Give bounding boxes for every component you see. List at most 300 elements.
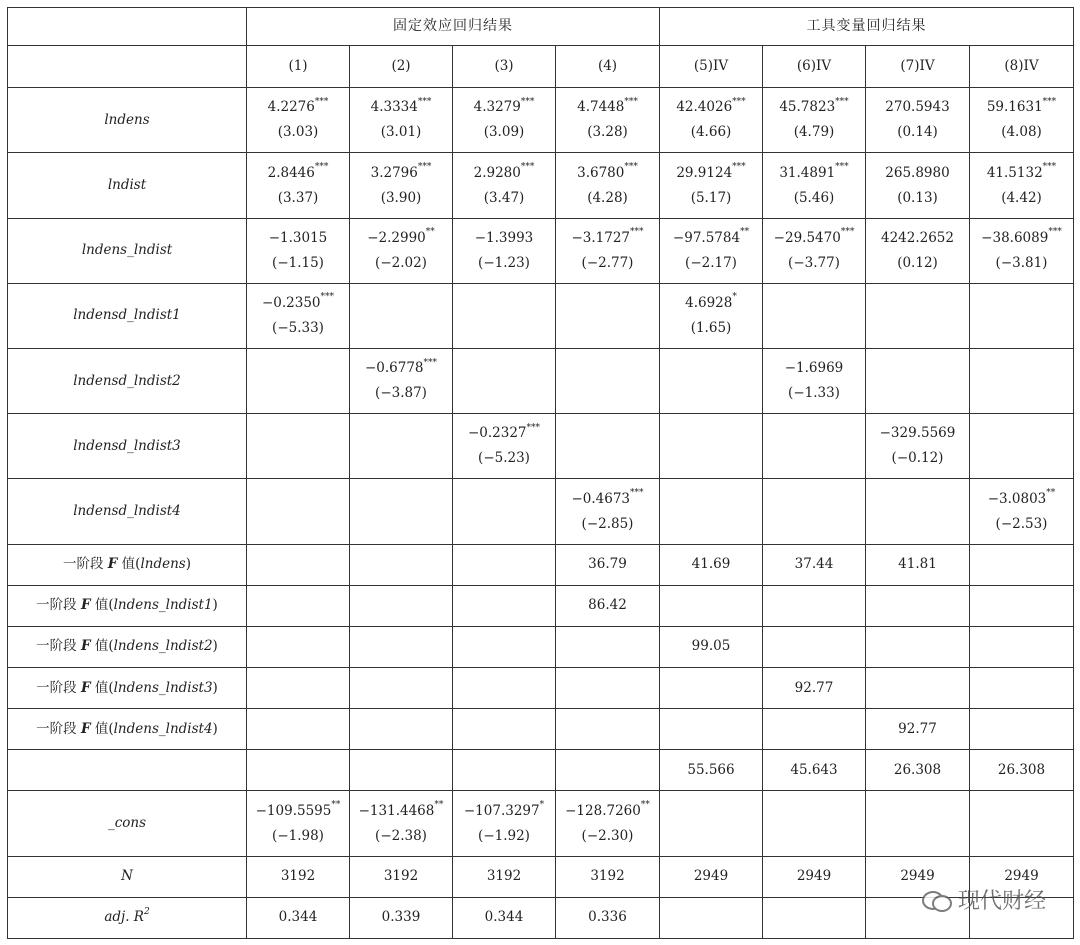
coefficient [972, 161, 1071, 186]
column-header: (8)IV [970, 46, 1074, 88]
t-statistic: (5.17) [690, 189, 732, 206]
coefficient [455, 226, 553, 251]
significance-stars: *** [732, 96, 746, 107]
unlabeled-row [8, 750, 1074, 791]
coef-value: 42.4026 [676, 99, 733, 116]
stat-cell [453, 750, 556, 791]
t-statistic: (−2.30) [581, 827, 634, 844]
t-statistic: (1.65) [690, 319, 732, 336]
r2-cell [660, 897, 763, 938]
f-value-cell [350, 709, 453, 750]
t-statistic: (4.66) [690, 124, 732, 141]
t-statistic: (−3.77) [788, 254, 840, 271]
label-suffix: ) [185, 556, 191, 573]
significance-stars: * [732, 292, 737, 303]
coefficient [765, 226, 863, 251]
row-label: lndensd_lndist3 [8, 414, 247, 479]
coef-value: 4.3279 [473, 99, 521, 116]
t-statistic: (−2.38) [375, 827, 427, 844]
coefficient [765, 95, 863, 120]
r2-row [8, 897, 1074, 938]
coef-cell [660, 791, 763, 856]
label-var: lndens_lndist1 [113, 597, 213, 614]
coef-value: 3.6780 [577, 164, 625, 181]
coef-value: −29.5470 [773, 229, 841, 246]
f-value-cell [763, 626, 866, 667]
f-value-cell: 86.42 [556, 585, 660, 626]
t-statistic: (3.37) [277, 189, 319, 206]
coef-cell [453, 218, 556, 283]
t-statistic: (3.01) [380, 124, 422, 141]
coef-cell [453, 88, 556, 153]
coef-cell [866, 153, 970, 218]
t-statistic: (5.46) [793, 189, 835, 206]
f-value-cell [453, 668, 556, 709]
significance-stars: *** [630, 227, 644, 238]
coef-cell [763, 283, 866, 348]
first-stage-row [8, 626, 1074, 667]
coefficient [662, 95, 760, 120]
coef-value: 29.9124 [676, 164, 733, 181]
t-statistic: (−1.15) [272, 254, 324, 271]
coef-cell [660, 218, 763, 283]
label-suffix: ) [212, 597, 218, 614]
significance-stars: *** [526, 422, 541, 433]
label-prefix: 一阶段 [36, 597, 81, 614]
coef-cell [556, 479, 660, 544]
n-cell: 3192 [350, 856, 453, 897]
n-cell: 3192 [556, 856, 660, 897]
n-cell: 2949 [866, 856, 970, 897]
t-statistic: (3.47) [483, 189, 525, 206]
row-label: lndensd_lndist1 [8, 283, 247, 348]
significance-stars: *** [840, 227, 855, 238]
f-value-cell [556, 668, 660, 709]
row-label: _cons [8, 791, 247, 856]
coef-value: −0.6778 [364, 360, 424, 377]
coefficient [868, 226, 967, 251]
coef-cell [970, 791, 1074, 856]
group-header-iv: 工具变量回归结果 [660, 8, 1074, 46]
t-statistic: (−5.23) [478, 450, 530, 467]
significance-stars: *** [320, 292, 335, 303]
coef-value: 4.7448 [577, 99, 625, 116]
significance-stars: ** [425, 227, 435, 238]
significance-stars: *** [417, 162, 432, 173]
f-value-cell: 92.77 [763, 668, 866, 709]
significance-stars: *** [423, 357, 438, 368]
f-value-cell [763, 709, 866, 750]
column-header: (4) [556, 46, 660, 88]
coefficient [972, 95, 1071, 120]
coefficient [662, 226, 760, 251]
r2-label: adj. R [104, 909, 144, 926]
coef-cell [660, 414, 763, 479]
t-statistic: (0.14) [897, 124, 938, 141]
coefficient [249, 799, 347, 824]
t-statistic: (−1.33) [788, 385, 840, 402]
coef-row [8, 153, 1074, 218]
coef-value: 59.1631 [986, 99, 1043, 116]
coef-cell [763, 88, 866, 153]
coef-value: −1.3015 [268, 229, 328, 246]
coefficient [455, 161, 553, 186]
coef-value: −128.7260 [565, 802, 641, 819]
coefficient [455, 95, 553, 120]
column-header: (3) [453, 46, 556, 88]
significance-stars: *** [1048, 227, 1062, 238]
coefficient [455, 421, 553, 446]
f-value-cell [970, 585, 1074, 626]
column-header: (7)IV [866, 46, 970, 88]
significance-stars: *** [630, 488, 644, 499]
coefficient [662, 161, 760, 186]
coef-value: 45.7823 [779, 99, 836, 116]
coef-cell [866, 283, 970, 348]
coef-cell [350, 791, 453, 856]
f-value-cell: 41.69 [660, 544, 763, 585]
coef-cell [763, 218, 866, 283]
f-value-cell: 99.05 [660, 626, 763, 667]
coefficient [868, 421, 967, 446]
significance-stars: *** [835, 96, 849, 107]
coef-value: −329.5569 [879, 425, 956, 442]
significance-stars: *** [624, 96, 638, 107]
coefficient [352, 161, 450, 186]
group-header-fixed: 固定效应回归结果 [247, 8, 660, 46]
label-mid: 值( [90, 638, 114, 655]
watermark [922, 884, 1046, 915]
f-value-cell: 36.79 [556, 544, 660, 585]
coef-cell [453, 479, 556, 544]
coef-cell [350, 414, 453, 479]
f-value-cell [660, 585, 763, 626]
coefficient [352, 356, 450, 381]
coef-cell [453, 414, 556, 479]
label-f: F [80, 597, 91, 614]
coef-cell [556, 283, 660, 348]
n-cell: 2949 [763, 856, 866, 897]
label-prefix: 一阶段 [36, 638, 81, 655]
label-var: lndens_lndist4 [113, 720, 213, 737]
t-statistic: (−2.53) [995, 515, 1048, 532]
coef-value: 4.2276 [267, 99, 315, 116]
significance-stars: *** [520, 162, 535, 173]
coefficient [455, 799, 553, 824]
coefficient [558, 226, 657, 251]
coef-cell [247, 218, 350, 283]
row-label: lndist [8, 153, 247, 218]
coef-value: −0.2327 [467, 425, 527, 442]
significance-stars: *** [314, 162, 329, 173]
coef-cell [247, 414, 350, 479]
r2-cell: 0.336 [556, 897, 660, 938]
f-value-cell [660, 709, 763, 750]
coef-value: −0.4673 [571, 490, 631, 507]
coef-value: 4.3334 [370, 99, 418, 116]
f-value-cell [866, 626, 970, 667]
coef-cell [247, 283, 350, 348]
coef-cell [660, 153, 763, 218]
coef-cell [350, 88, 453, 153]
coefficient [249, 95, 347, 120]
coef-value: −0.2350 [261, 294, 321, 311]
t-statistic: (3.28) [587, 124, 628, 141]
first-stage-row [8, 585, 1074, 626]
coef-value: 4.6928 [685, 294, 733, 311]
coefficient [558, 799, 657, 824]
label-mid: 值( [117, 556, 141, 573]
coef-cell [556, 88, 660, 153]
column-header-row [8, 46, 1074, 88]
t-statistic: (−0.12) [891, 450, 944, 467]
stat-cell [556, 750, 660, 791]
label-prefix: 一阶段 [36, 679, 81, 696]
n-cell: 2949 [970, 856, 1074, 897]
coef-cell [866, 791, 970, 856]
coef-cell [763, 479, 866, 544]
row-label [8, 750, 247, 791]
row-label [8, 585, 247, 626]
coefficient [765, 161, 863, 186]
coef-cell [350, 283, 453, 348]
column-header: (2) [350, 46, 453, 88]
coef-cell [866, 414, 970, 479]
f-value-cell [660, 668, 763, 709]
f-value-cell [556, 626, 660, 667]
group-header-row [8, 8, 1074, 46]
n-row [8, 856, 1074, 897]
coefficient [352, 95, 450, 120]
coefficient [558, 487, 657, 512]
t-statistic: (−2.17) [685, 254, 737, 271]
first-stage-row [8, 709, 1074, 750]
coef-cell [660, 349, 763, 414]
coef-cell [970, 283, 1074, 348]
column-header: (5)IV [660, 46, 763, 88]
coef-cell [763, 414, 866, 479]
label-mid: 值( [90, 679, 114, 696]
column-header: (6)IV [763, 46, 866, 88]
coef-value: −109.5595 [255, 802, 332, 819]
coefficient [352, 226, 450, 251]
n-cell: 2949 [660, 856, 763, 897]
coef-value: 31.4891 [779, 164, 836, 181]
coefficient [249, 161, 347, 186]
coef-cell [970, 218, 1074, 283]
f-value-cell [247, 626, 350, 667]
coefficient [868, 161, 967, 186]
label-var: lndens_lndist2 [113, 638, 213, 655]
coef-cell [660, 88, 763, 153]
significance-stars: *** [1042, 162, 1057, 173]
coef-cell [556, 218, 660, 283]
label-f: F [80, 679, 91, 696]
coef-value: 270.5943 [885, 99, 950, 116]
f-value-cell [453, 626, 556, 667]
t-statistic: (4.28) [587, 189, 628, 206]
row-label [8, 626, 247, 667]
coefficient [558, 95, 657, 120]
t-statistic: (3.09) [483, 124, 525, 141]
stat-cell: 45.643 [763, 750, 866, 791]
f-value-cell [247, 585, 350, 626]
t-statistic: (3.03) [277, 124, 319, 141]
significance-stars: * [539, 800, 545, 810]
coefficient [868, 95, 967, 120]
f-value-cell [247, 709, 350, 750]
significance-stars: *** [417, 96, 432, 107]
label-mid: 值( [90, 597, 114, 614]
label-var: lndens_lndist3 [113, 679, 213, 696]
coefficient [249, 226, 347, 251]
coef-value: 2.9280 [473, 164, 521, 181]
f-value-cell [866, 585, 970, 626]
row-label: lndensd_lndist2 [8, 349, 247, 414]
row-label: N [8, 856, 247, 897]
row-label [8, 668, 247, 709]
coef-cell [970, 88, 1074, 153]
f-value-cell [350, 544, 453, 585]
stat-cell [247, 750, 350, 791]
t-statistic: (4.42) [1001, 189, 1042, 206]
f-value-cell [453, 544, 556, 585]
significance-stars: *** [520, 96, 535, 107]
coef-cell [660, 479, 763, 544]
t-statistic: (−2.77) [581, 254, 634, 271]
coefficient [972, 226, 1071, 251]
f-value-cell [350, 626, 453, 667]
coef-row [8, 88, 1074, 153]
f-value-cell [970, 668, 1074, 709]
corner-cell [8, 8, 247, 46]
coef-cell [556, 349, 660, 414]
r2-cell: 0.344 [247, 897, 350, 938]
coef-value: −38.6089 [981, 229, 1049, 246]
coefficient [249, 291, 347, 316]
coef-cell [866, 479, 970, 544]
f-value-cell: 41.81 [866, 544, 970, 585]
r2-cell: 0.344 [453, 897, 556, 938]
f-value-cell [453, 585, 556, 626]
coef-cell [453, 283, 556, 348]
significance-stars: *** [1042, 96, 1057, 107]
t-statistic: (−5.33) [272, 319, 324, 336]
coef-cell [453, 349, 556, 414]
row-label [8, 897, 247, 938]
coef-cell [866, 218, 970, 283]
coefficient [352, 799, 450, 824]
coefficient [662, 291, 760, 316]
coef-value: 4242.2652 [880, 229, 954, 246]
coef-cell [660, 283, 763, 348]
label-mid: 值( [90, 720, 114, 737]
f-value-cell: 92.77 [866, 709, 970, 750]
coef-value: 3.2796 [370, 164, 418, 181]
f-value-cell [247, 544, 350, 585]
coef-row [8, 479, 1074, 544]
coef-value: −1.6969 [784, 360, 844, 377]
row-label: lndens_lndist [8, 218, 247, 283]
t-statistic: (−2.02) [375, 254, 427, 271]
coef-cell [350, 349, 453, 414]
coef-cell [247, 153, 350, 218]
significance-stars: *** [624, 162, 638, 173]
coef-row [8, 283, 1074, 348]
t-statistic: (−3.87) [375, 385, 427, 402]
label-var: lndens [140, 556, 186, 573]
coef-value: 265.8980 [885, 164, 950, 181]
coef-cell [763, 349, 866, 414]
significance-stars: ** [740, 227, 750, 238]
coef-cell [350, 218, 453, 283]
coef-row [8, 218, 1074, 283]
label-suffix: ) [212, 679, 218, 696]
coef-value: 2.8446 [267, 164, 315, 181]
label-f: F [107, 556, 118, 573]
column-header: (1) [247, 46, 350, 88]
t-statistic: (3.90) [380, 189, 422, 206]
coef-cell [866, 349, 970, 414]
f-value-cell [866, 668, 970, 709]
coefficient [765, 356, 863, 381]
significance-stars: *** [835, 162, 849, 173]
t-statistic: (−3.81) [995, 254, 1048, 271]
row-label: lndens [8, 88, 247, 153]
coef-value: −3.0803 [987, 490, 1047, 507]
coef-cell [350, 153, 453, 218]
f-value-cell: 37.44 [763, 544, 866, 585]
significance-stars: ** [434, 800, 444, 810]
t-statistic: (0.13) [897, 189, 938, 206]
coefficient [558, 161, 657, 186]
r2-cell: 0.339 [350, 897, 453, 938]
significance-stars: ** [640, 800, 650, 810]
cons-row [8, 791, 1074, 856]
row-label [8, 709, 247, 750]
stat-cell: 26.308 [866, 750, 970, 791]
label-f: F [80, 638, 91, 655]
first-stage-row [8, 544, 1074, 585]
f-value-cell [970, 626, 1074, 667]
t-statistic: (4.79) [793, 124, 835, 141]
f-value-cell [970, 709, 1074, 750]
t-statistic: (0.12) [897, 254, 938, 271]
coef-value: −107.3297 [463, 802, 540, 819]
n-cell: 3192 [247, 856, 350, 897]
f-value-cell [350, 668, 453, 709]
f-value-cell [350, 585, 453, 626]
coef-cell [556, 414, 660, 479]
corner-cell [8, 46, 247, 88]
label-f: F [80, 720, 91, 737]
coef-cell [970, 349, 1074, 414]
coef-value: −3.1727 [571, 229, 631, 246]
coef-cell [763, 153, 866, 218]
label-suffix: ) [212, 720, 218, 737]
coef-cell [247, 349, 350, 414]
coef-cell [866, 88, 970, 153]
t-statistic: (−2.85) [581, 515, 634, 532]
significance-stars: *** [314, 96, 329, 107]
coef-value: −2.2990 [367, 229, 426, 246]
label-prefix: 一阶段 [36, 720, 81, 737]
coef-cell [247, 791, 350, 856]
coef-cell [556, 153, 660, 218]
coef-cell [350, 479, 453, 544]
regression-table [7, 7, 1074, 939]
r2-cell [763, 897, 866, 938]
